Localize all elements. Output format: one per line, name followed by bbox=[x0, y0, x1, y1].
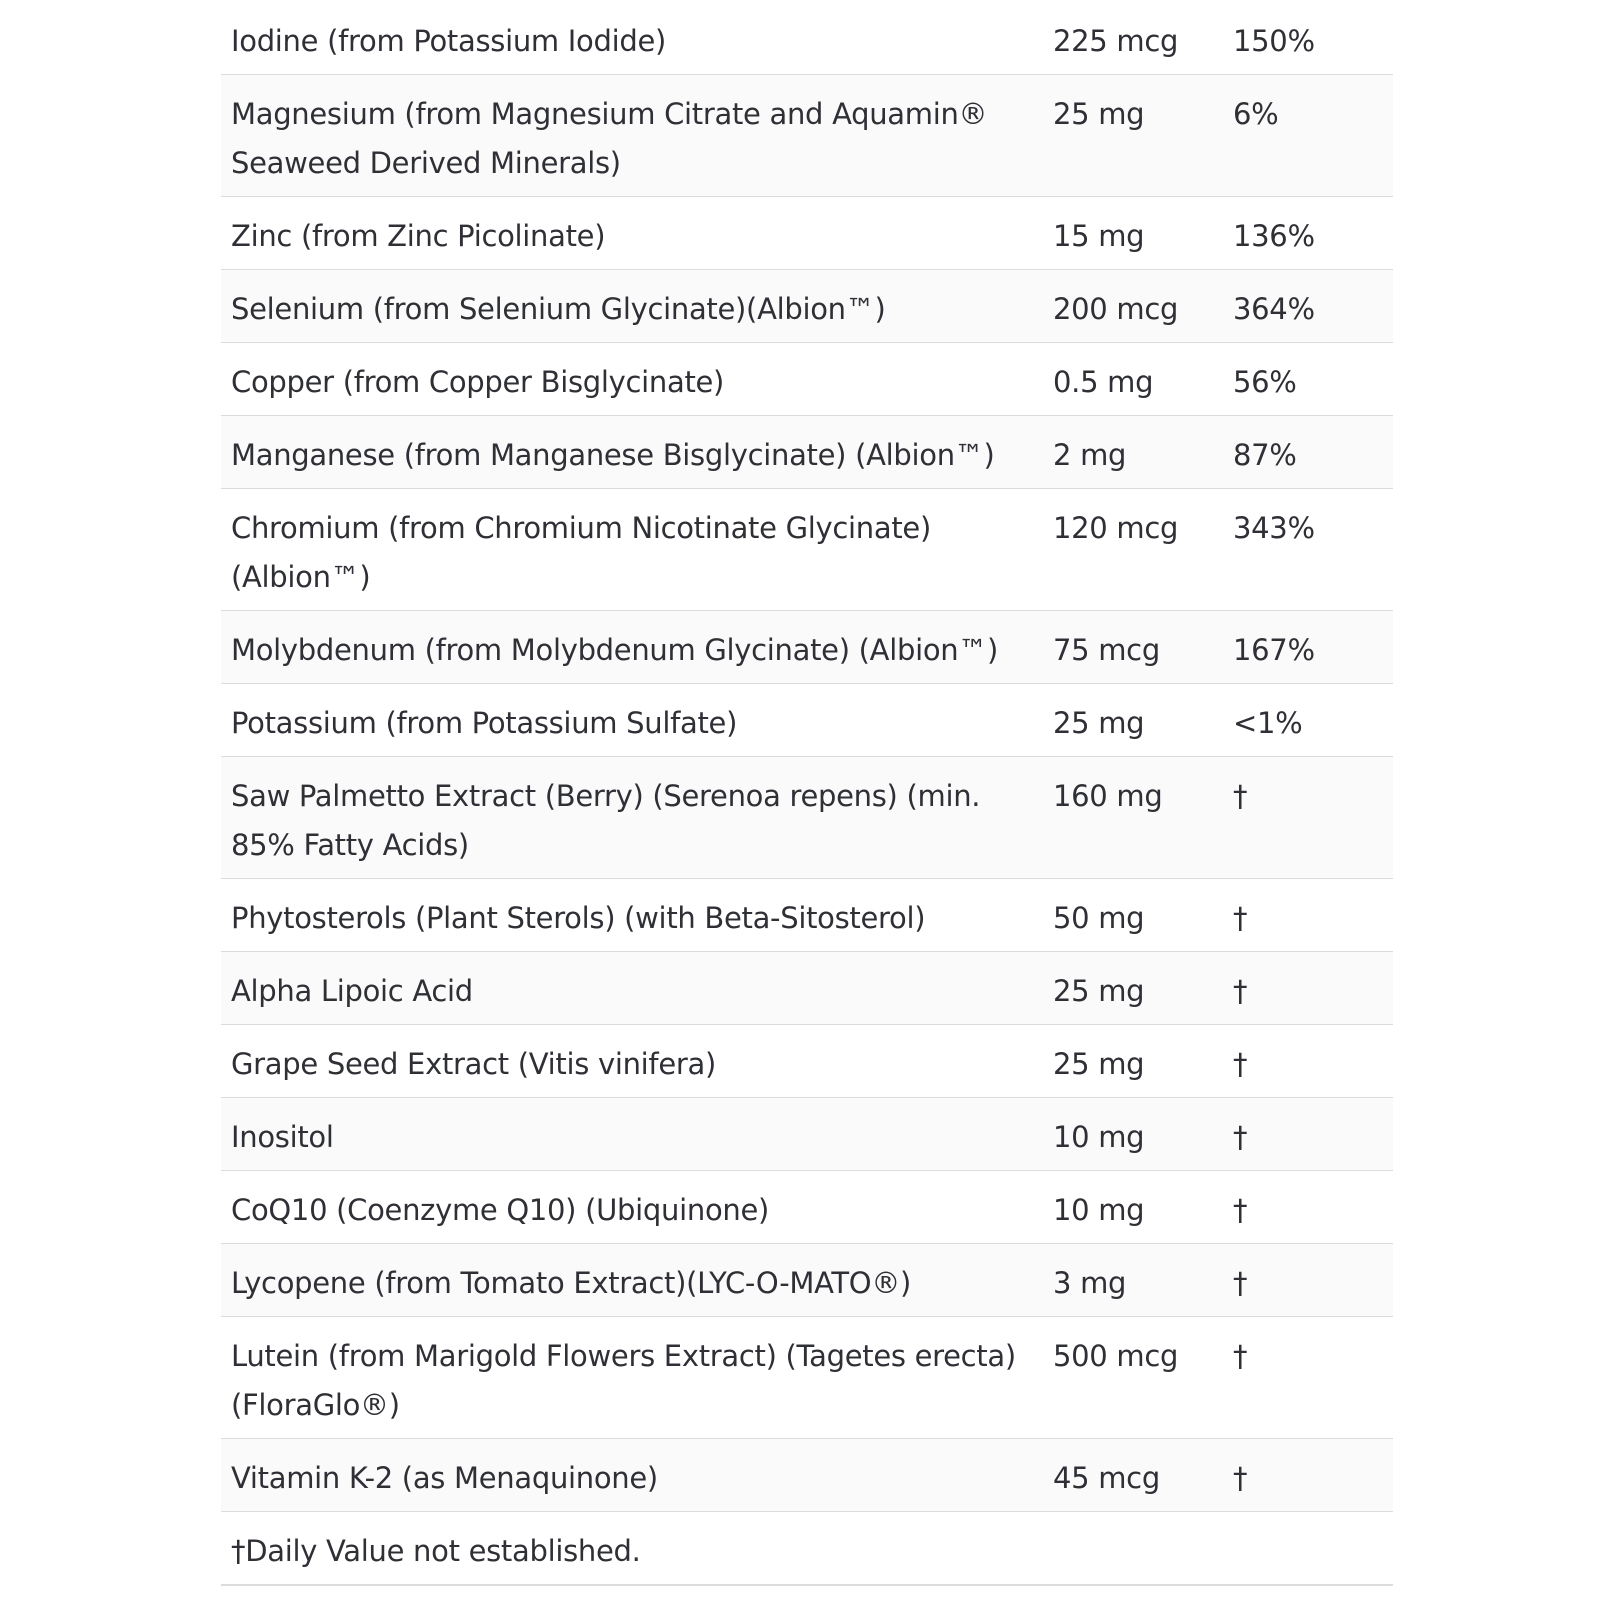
daily-value: 87% bbox=[1233, 438, 1297, 472]
daily-value: 150% bbox=[1233, 24, 1315, 58]
footnote-text: †Daily Value not established. bbox=[231, 1534, 641, 1568]
table-row bbox=[221, 197, 1393, 270]
table-row bbox=[221, 1439, 1393, 1512]
table-row bbox=[221, 1244, 1393, 1317]
ingredient-amount: 15 mg bbox=[1053, 219, 1145, 253]
ingredient-amount: 225 mcg bbox=[1053, 24, 1179, 58]
ingredient-name: Selenium (from Selenium Glycinate)(Albion™) bbox=[231, 292, 886, 326]
daily-value: <1% bbox=[1233, 706, 1303, 740]
ingredient-amount: 10 mg bbox=[1053, 1120, 1145, 1154]
ingredient-amount: 25 mg bbox=[1053, 1047, 1145, 1081]
daily-value: † bbox=[1233, 1120, 1248, 1154]
ingredient-name: CoQ10 (Coenzyme Q10) (Ubiquinone) bbox=[231, 1193, 770, 1227]
table-row bbox=[221, 1025, 1393, 1098]
table-row bbox=[221, 757, 1393, 879]
ingredient-name: Phytosterols (Plant Sterols) (with Beta-Sitosterol) bbox=[231, 901, 926, 935]
daily-value: 343% bbox=[1233, 511, 1315, 545]
daily-value: † bbox=[1233, 1461, 1248, 1495]
ingredient-name: Potassium (from Potassium Sulfate) bbox=[231, 706, 738, 740]
daily-value: 6% bbox=[1233, 97, 1279, 131]
ingredient-name: Manganese (from Manganese Bisglycinate) (Albion™) bbox=[231, 438, 995, 472]
daily-value: 56% bbox=[1233, 365, 1297, 399]
daily-value: † bbox=[1233, 1047, 1248, 1081]
ingredient-amount: 25 mg bbox=[1053, 706, 1145, 740]
table-row bbox=[221, 611, 1393, 684]
ingredient-amount: 25 mg bbox=[1053, 97, 1145, 131]
ingredient-amount: 2 mg bbox=[1053, 438, 1127, 472]
ingredient-name: Lutein (from Marigold Flowers Extract) (Tagetes erecta) (FloraGlo®) bbox=[231, 1339, 1016, 1422]
ingredient-amount: 3 mg bbox=[1053, 1266, 1127, 1300]
ingredient-amount: 0.5 mg bbox=[1053, 365, 1154, 399]
table-row bbox=[221, 952, 1393, 1025]
ingredient-name: Zinc (from Zinc Picolinate) bbox=[231, 219, 606, 253]
table-row bbox=[221, 343, 1393, 416]
ingredient-name: Chromium (from Chromium Nicotinate Glycinate) (Albion™) bbox=[231, 511, 931, 594]
ingredient-name: Iodine (from Potassium Iodide) bbox=[231, 24, 667, 58]
ingredient-name: Lycopene (from Tomato Extract)(LYC-O-MATO®) bbox=[231, 1266, 912, 1300]
daily-value: 167% bbox=[1233, 633, 1315, 667]
table-row bbox=[221, 1317, 1393, 1439]
table-row bbox=[221, 489, 1393, 611]
daily-value: † bbox=[1233, 1266, 1248, 1300]
table-row bbox=[221, 1171, 1393, 1244]
ingredient-amount: 160 mg bbox=[1053, 779, 1163, 813]
table-row bbox=[221, 416, 1393, 489]
daily-value: 136% bbox=[1233, 219, 1315, 253]
ingredient-name: Inositol bbox=[231, 1120, 334, 1154]
daily-value: † bbox=[1233, 901, 1248, 935]
daily-value: † bbox=[1233, 1193, 1248, 1227]
ingredient-name: Grape Seed Extract (Vitis vinifera) bbox=[231, 1047, 716, 1081]
supplement-facts-table bbox=[221, 0, 1393, 1586]
ingredient-name: Molybdenum (from Molybdenum Glycinate) (Albion™) bbox=[231, 633, 999, 667]
ingredient-amount: 10 mg bbox=[1053, 1193, 1145, 1227]
daily-value: † bbox=[1233, 779, 1248, 813]
ingredient-amount: 45 mcg bbox=[1053, 1461, 1160, 1495]
table-row bbox=[221, 0, 1393, 75]
ingredient-name: Vitamin K-2 (as Menaquinone) bbox=[231, 1461, 658, 1495]
ingredient-amount: 75 mcg bbox=[1053, 633, 1160, 667]
table-row bbox=[221, 75, 1393, 197]
table-row bbox=[221, 684, 1393, 757]
table-row bbox=[221, 270, 1393, 343]
ingredient-name: Magnesium (from Magnesium Citrate and Aquamin® Seaweed Derived Minerals) bbox=[231, 97, 988, 180]
ingredient-name: Saw Palmetto Extract (Berry) (Serenoa repens) (min. 85% Fatty Acids) bbox=[231, 779, 981, 862]
table-row bbox=[221, 1098, 1393, 1171]
ingredient-amount: 25 mg bbox=[1053, 974, 1145, 1008]
daily-value: † bbox=[1233, 974, 1248, 1008]
daily-value: 364% bbox=[1233, 292, 1315, 326]
ingredient-amount: 50 mg bbox=[1053, 901, 1145, 935]
ingredient-amount: 120 mcg bbox=[1053, 511, 1179, 545]
table-row bbox=[221, 879, 1393, 952]
daily-value: † bbox=[1233, 1339, 1248, 1373]
ingredient-amount: 500 mcg bbox=[1053, 1339, 1179, 1373]
ingredient-amount: 200 mcg bbox=[1053, 292, 1179, 326]
footnote-row bbox=[221, 1512, 1393, 1586]
ingredient-name: Alpha Lipoic Acid bbox=[231, 974, 473, 1008]
ingredient-name: Copper (from Copper Bisglycinate) bbox=[231, 365, 725, 399]
